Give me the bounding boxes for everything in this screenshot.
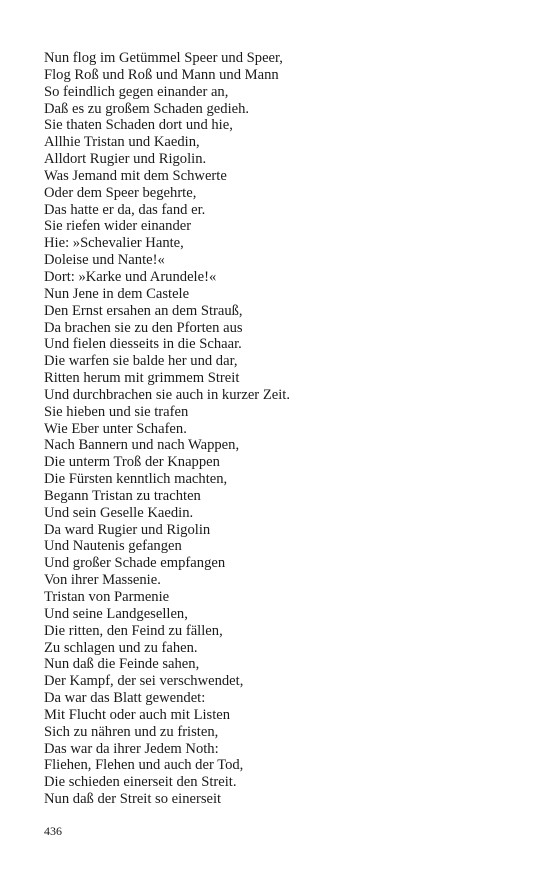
- poem-line: Nun daß der Streit so einerseit: [44, 791, 222, 808]
- poem-line: Die schieden einerseit den Streit.: [44, 774, 237, 791]
- poem-line: Da war das Blatt gewendet:: [44, 690, 206, 707]
- poem-line: Nun daß die Feinde sahen,: [44, 656, 200, 673]
- poem-line: Fliehen, Flehen und auch der Tod,: [44, 757, 244, 774]
- poem-line: Daß es zu großem Schaden gedieh.: [44, 100, 250, 117]
- poem-line: So feindlich gegen einander an,: [44, 83, 229, 100]
- poem-line: Wie Eber unter Schafen.: [44, 420, 187, 437]
- poem-line: Sie hieben und sie trafen: [44, 403, 189, 420]
- poem-line: Mit Flucht oder auch mit Listen: [44, 706, 231, 723]
- poem-line: Da ward Rugier und Rigolin: [44, 521, 211, 538]
- poem-line: Doleise und Nante!«: [44, 252, 165, 269]
- poem-line: Nach Bannern und nach Wappen,: [44, 437, 240, 454]
- poem-line: Der Kampf, der sei verschwendet,: [44, 673, 244, 690]
- poem-line: Den Ernst ersahen an dem Strauß,: [44, 302, 243, 319]
- poem-line: Die unterm Troß der Knappen: [44, 454, 220, 471]
- poem-line: Und fielen diesseits in die Schaar.: [44, 336, 242, 353]
- poem-line: Begann Tristan zu trachten: [44, 487, 201, 504]
- poem-line: Flog Roß und Roß und Mann und Mann: [44, 66, 279, 83]
- poem-line: Das hatte er da, das fand er.: [44, 201, 206, 218]
- poem-line: Und seine Landgesellen,: [44, 605, 188, 622]
- poem-line: Was Jemand mit dem Schwerte: [44, 167, 227, 184]
- poem-line: Von ihrer Massenie.: [44, 572, 161, 589]
- poem-line: Das war da ihrer Jedem Noth:: [44, 740, 219, 757]
- poem-line: Die Fürsten kenntlich machten,: [44, 471, 228, 488]
- poem-line: Und durchbrachen sie auch in kurzer Zeit.: [44, 386, 290, 403]
- poem-line: Oder dem Speer begehrte,: [44, 184, 197, 201]
- poem-line: Ritten herum mit grimmem Streit: [44, 370, 240, 387]
- poem-line: Sie riefen wider einander: [44, 218, 192, 235]
- poem-line: Alldort Rugier und Rigolin.: [44, 151, 207, 168]
- poem-line: Sich zu nähren und zu fristen,: [44, 723, 219, 740]
- poem-line: Die warfen sie balde her und dar,: [44, 353, 238, 370]
- poem-line: Die ritten, den Feind zu fällen,: [44, 622, 223, 639]
- poem-line: Tristan von Parmenie: [44, 589, 170, 605]
- poem-line: Zu schlagen und zu fahen.: [44, 639, 198, 656]
- poem-line: Und großer Schade empfangen: [44, 555, 226, 572]
- poem-line: Dort: »Karke und Arundele!«: [44, 268, 217, 285]
- poem-line: Da brachen sie zu den Pforten aus: [44, 319, 243, 336]
- poem-line: Allhie Tristan und Kaedin,: [44, 134, 200, 151]
- poem-line: Und Nautenis gefangen: [44, 538, 182, 555]
- poem-line: Hie: »Schevalier Hante,: [44, 235, 184, 252]
- poem-line: Und sein Geselle Kaedin.: [44, 504, 194, 521]
- poem-text: [44, 50, 514, 808]
- page-number: 436: [44, 824, 62, 838]
- poem-line: Nun Jene in dem Castele: [44, 285, 190, 302]
- poem-line: Nun flog im Getümmel Speer und Speer,: [44, 50, 283, 66]
- poem-line: Sie thaten Schaden dort und hie,: [44, 117, 233, 134]
